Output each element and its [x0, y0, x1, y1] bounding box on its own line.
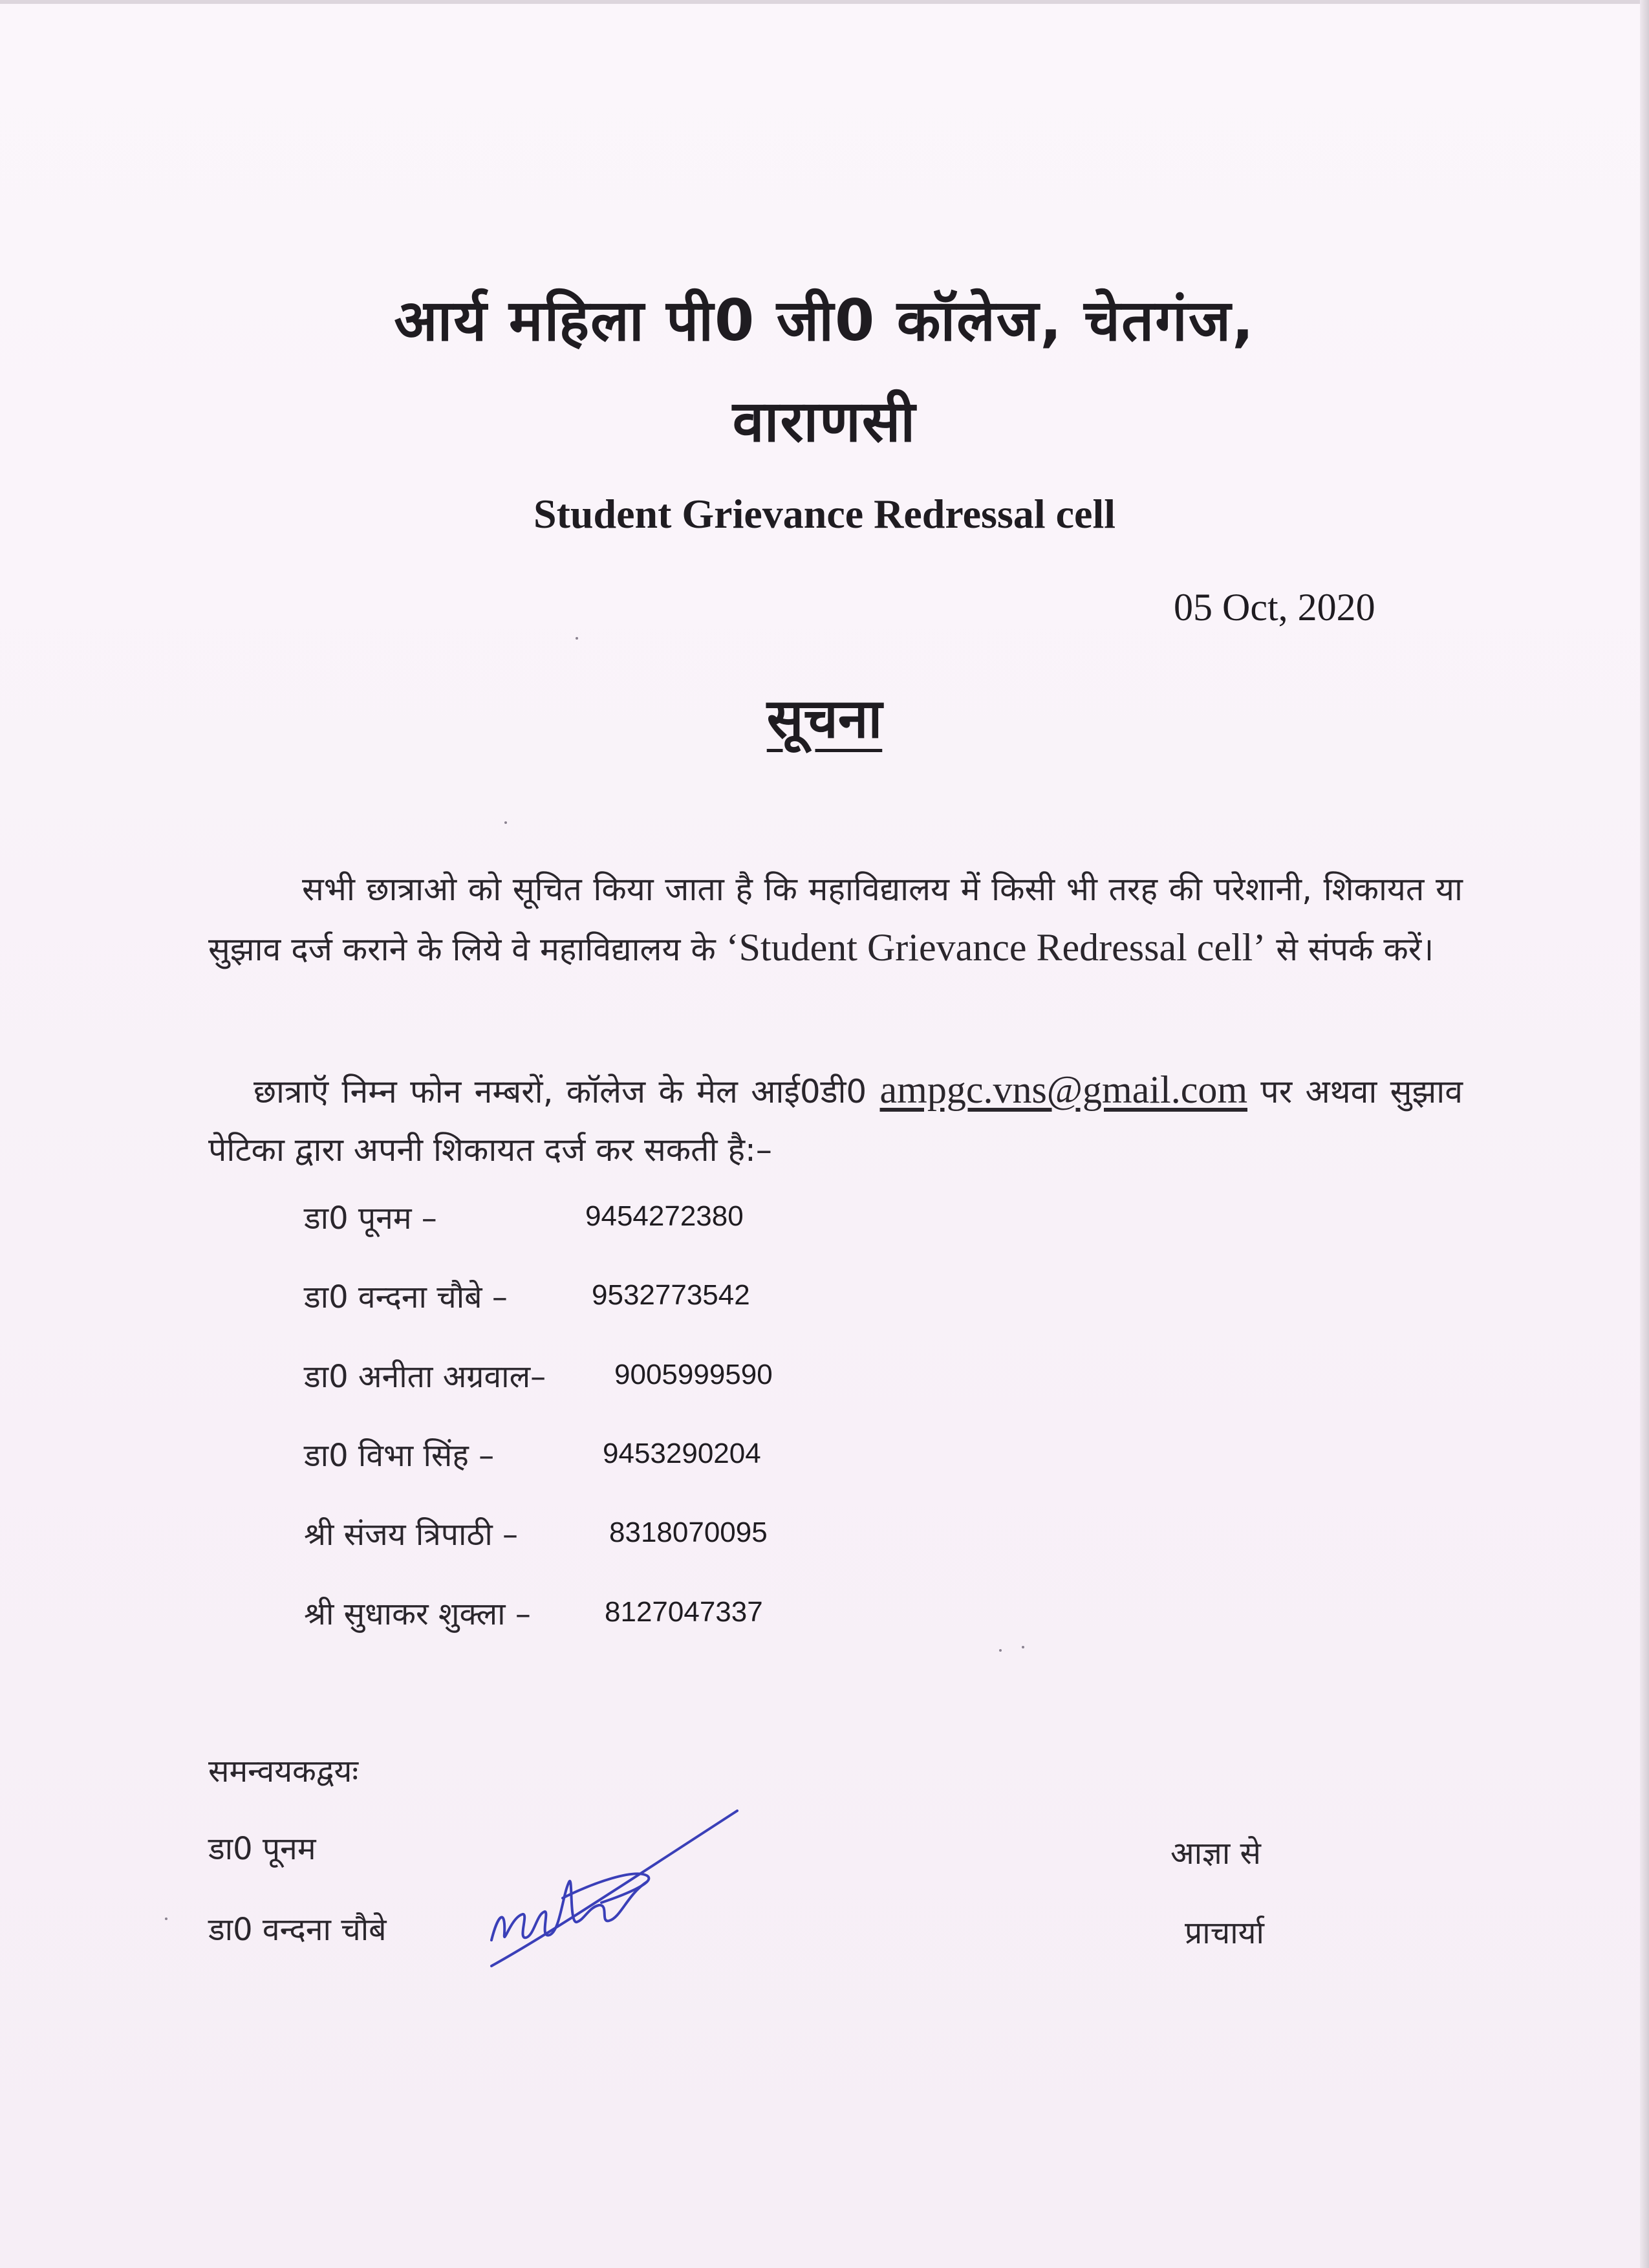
- notice-title-text: सूचना: [766, 687, 883, 750]
- contact-row: [304, 1434, 951, 1485]
- contact-name: डा0 वन्दना चौबे –: [304, 1279, 508, 1315]
- contact-phone: 9532773542: [592, 1279, 750, 1311]
- notice-date: 05 Oct, 2020: [1174, 586, 1375, 629]
- college-name-line-2: वाराणसी: [732, 388, 917, 455]
- notice-paragraph-1: [208, 860, 1463, 978]
- scan-speck: [576, 637, 578, 640]
- para1-text-part2: से संपर्क करें।: [1266, 931, 1434, 968]
- email-link[interactable]: ampgc.vns@gmail.com: [879, 1068, 1247, 1111]
- handwritten-signature: [472, 1785, 744, 1979]
- contact-row: [304, 1275, 951, 1327]
- contact-row: [304, 1196, 951, 1248]
- contact-phone: 9005999590: [614, 1359, 773, 1390]
- contact-row: [304, 1355, 951, 1407]
- coordinators-label: समन्वयकद्वयः: [208, 1753, 359, 1789]
- coordinator-name-2: डा0 वन्दना चौबे: [208, 1912, 387, 1948]
- para1-cell-name: ‘Student Grievance Redressal cell’: [726, 926, 1266, 969]
- contact-name: डा0 पूनम –: [304, 1200, 437, 1237]
- contact-phone: 9453290204: [603, 1438, 761, 1469]
- contact-phone: 8127047337: [605, 1596, 763, 1628]
- notice-paragraph-2: [208, 1061, 1463, 1179]
- scan-speck: [504, 821, 507, 824]
- scan-speck: [1022, 1646, 1024, 1648]
- contact-name: श्री सुधाकर शुक्ला –: [304, 1596, 531, 1632]
- principal-title: प्राचार्या: [1185, 1915, 1264, 1951]
- contact-name: डा0 अनीता अग्रवाल–: [304, 1359, 546, 1395]
- cell-title: Student Grievance Redressal cell: [533, 491, 1116, 537]
- contact-name: श्री संजय त्रिपाठी –: [304, 1517, 519, 1553]
- contact-row: [304, 1513, 951, 1564]
- scan-speck: [999, 1649, 1002, 1652]
- coordinator-name-1: डा0 पूनम: [208, 1831, 316, 1867]
- para2-text-part2: पर अथवा सुझाव पेटिका द्वारा अपनी शिकायत दर्ज कर सकती है:–: [208, 1073, 1463, 1169]
- contact-name: डा0 विभा सिंह –: [304, 1438, 495, 1474]
- scan-edge-top: [0, 0, 1649, 4]
- contact-phone: 8318070095: [609, 1517, 768, 1548]
- para1-text-part1: सभी छात्राओ को सूचित किया जाता है कि महाविद्यालय में किसी भी तरह की परेशानी, शिकायत या सुझाव दर्ज कराने के लिये वे महाविद्यालय के: [208, 870, 1463, 968]
- contact-row: [304, 1592, 951, 1644]
- college-name-line-1: आर्य महिला पी0 जी0 कॉलेज, चेतगंज,: [394, 287, 1255, 354]
- notice-title: [0, 679, 1649, 753]
- order-label: आज्ञा से: [1170, 1835, 1261, 1872]
- contact-phone: 9454272380: [585, 1200, 744, 1232]
- para2-text-part1: छात्राऍ निम्न फोन नम्बरों, कॉलेज के मेल आई0डी0: [253, 1073, 880, 1110]
- scan-speck: [165, 1917, 167, 1920]
